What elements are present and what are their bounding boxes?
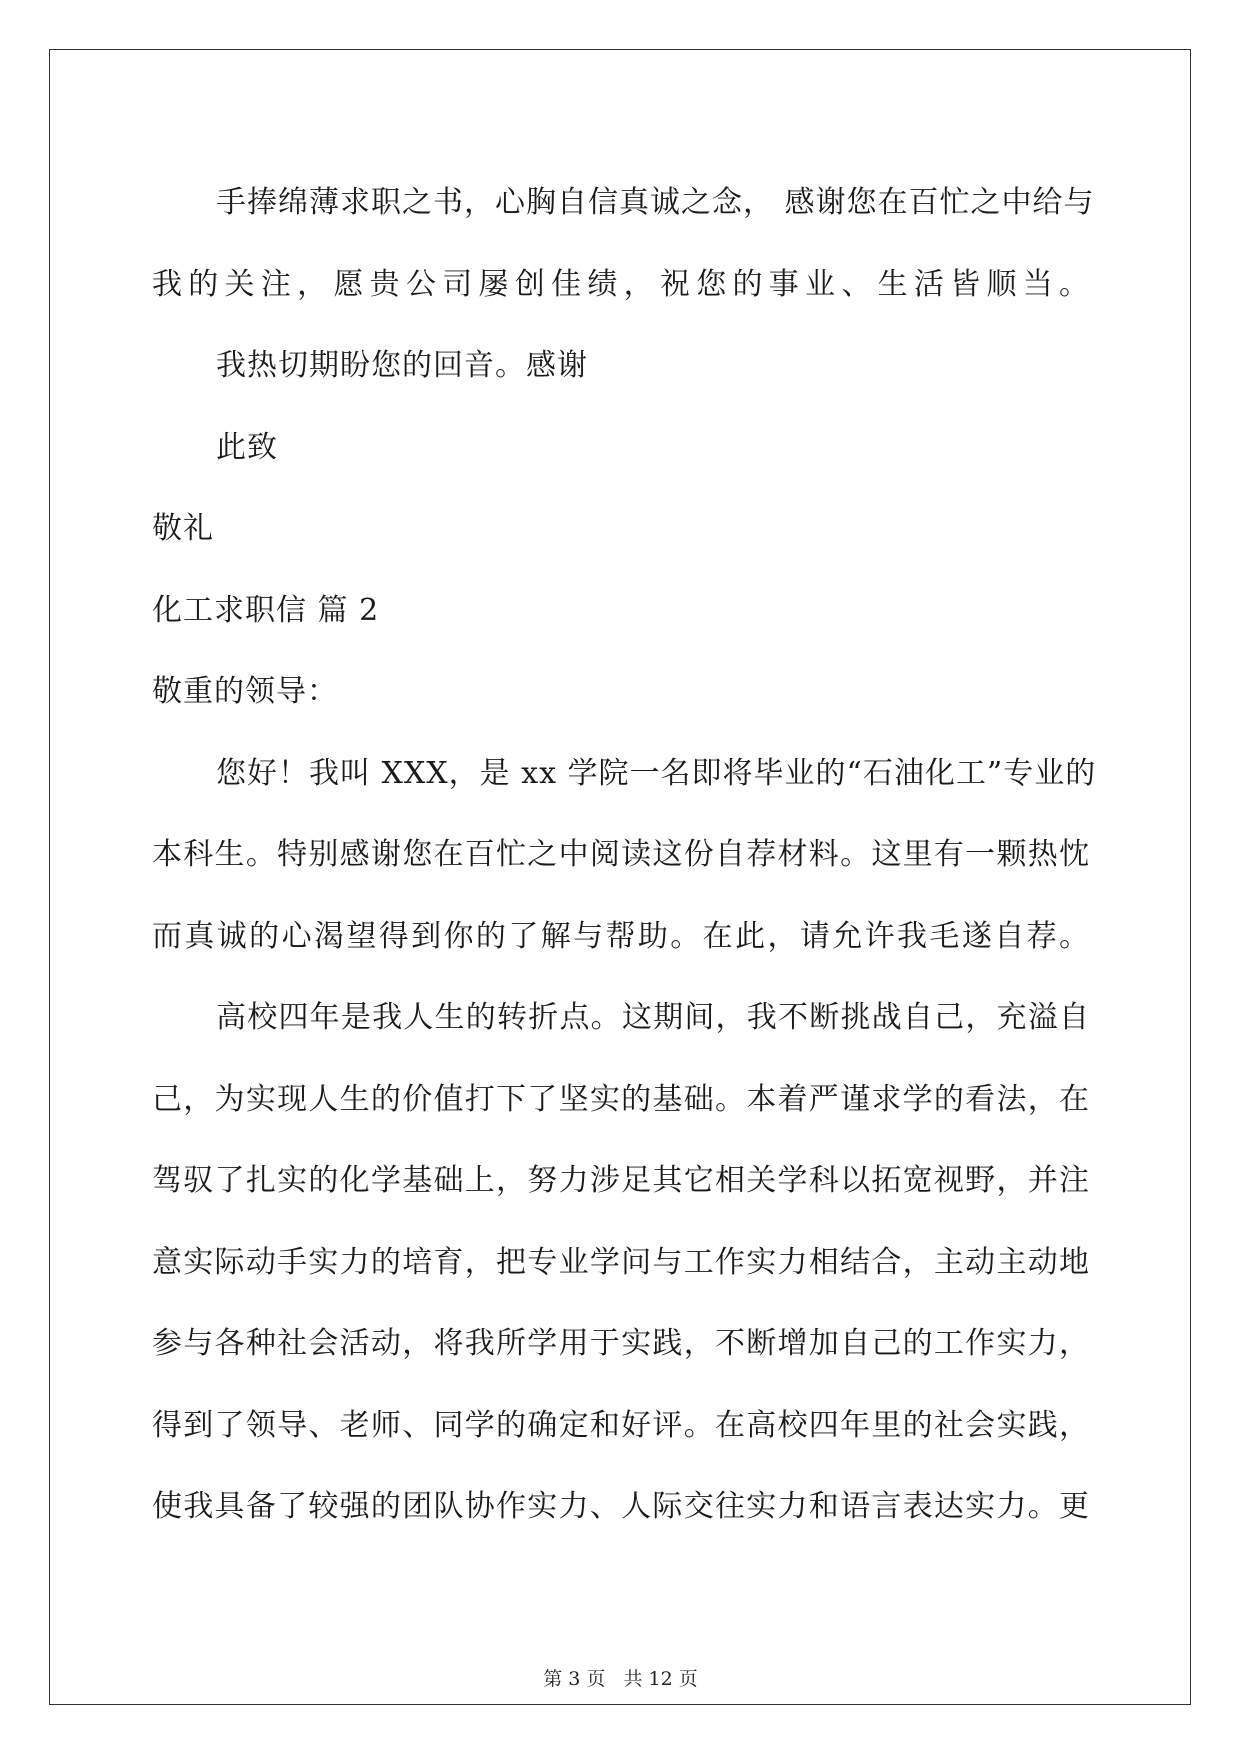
paragraph-line: 本科生。特别感谢您在百忙之中阅读这份自荐材料。这里有一颗热忱 [152,837,1090,872]
salutation-closing: 敬礼 [152,511,214,546]
page-number: 第 3 页 [543,1668,606,1690]
section-heading: 化工求职信 篇 2 [152,592,380,628]
paragraph-line: 参与各种社会活动，将我所学用于实践，不断增加自己的工作实力， [152,1326,1090,1361]
paragraph-line: 己，为实现人生的价值打下了坚实的基础。本着严谨求学的看法，在 [152,1081,1090,1117]
page-footer [0,1664,1241,1691]
paragraph-line: 而真诚的心渴望得到你的了解与帮助。在此，请允许我毛遂自荐。 [152,918,1090,954]
paragraph-line: 您好！我叫 XXX，是 xx 学院一名即将毕业的“石油化工”专业的 [216,755,1097,791]
document-body [152,162,1097,1548]
paragraph-line: 我的关注，愿贵公司屡创佳绩，祝您的事业、生活皆顺当。 [152,266,1090,302]
greeting: 敬重的领导： [152,674,338,709]
paragraph-line: 高校四年是我人生的转折点。这期间，我不断挑战自己，充溢自 [216,1000,1090,1035]
paragraph-line: 驾驭了扎实的化学基础上，努力涉足其它相关学科以拓宽视野，并注 [152,1163,1090,1198]
paragraph-line: 意实际动手实力的培育，把专业学问与工作实力相结合，主动主动地 [152,1244,1090,1280]
paragraph-line: 得到了领导、老师、同学的确定和好评。在高校四年里的社会实践， [152,1407,1090,1443]
page-total: 共 12 页 [623,1668,698,1690]
paragraph-line: 使我具备了较强的团队协作实力、人际交往实力和语言表达实力。更 [152,1489,1090,1524]
paragraph-line: 我热切期盼您的回音。感谢 [216,348,588,383]
paragraph-line: 手捧绵薄求职之书，心胸自信真诚之念， 感谢您在百忙之中给与 [216,185,1095,220]
closing-phrase: 此致 [216,429,278,465]
